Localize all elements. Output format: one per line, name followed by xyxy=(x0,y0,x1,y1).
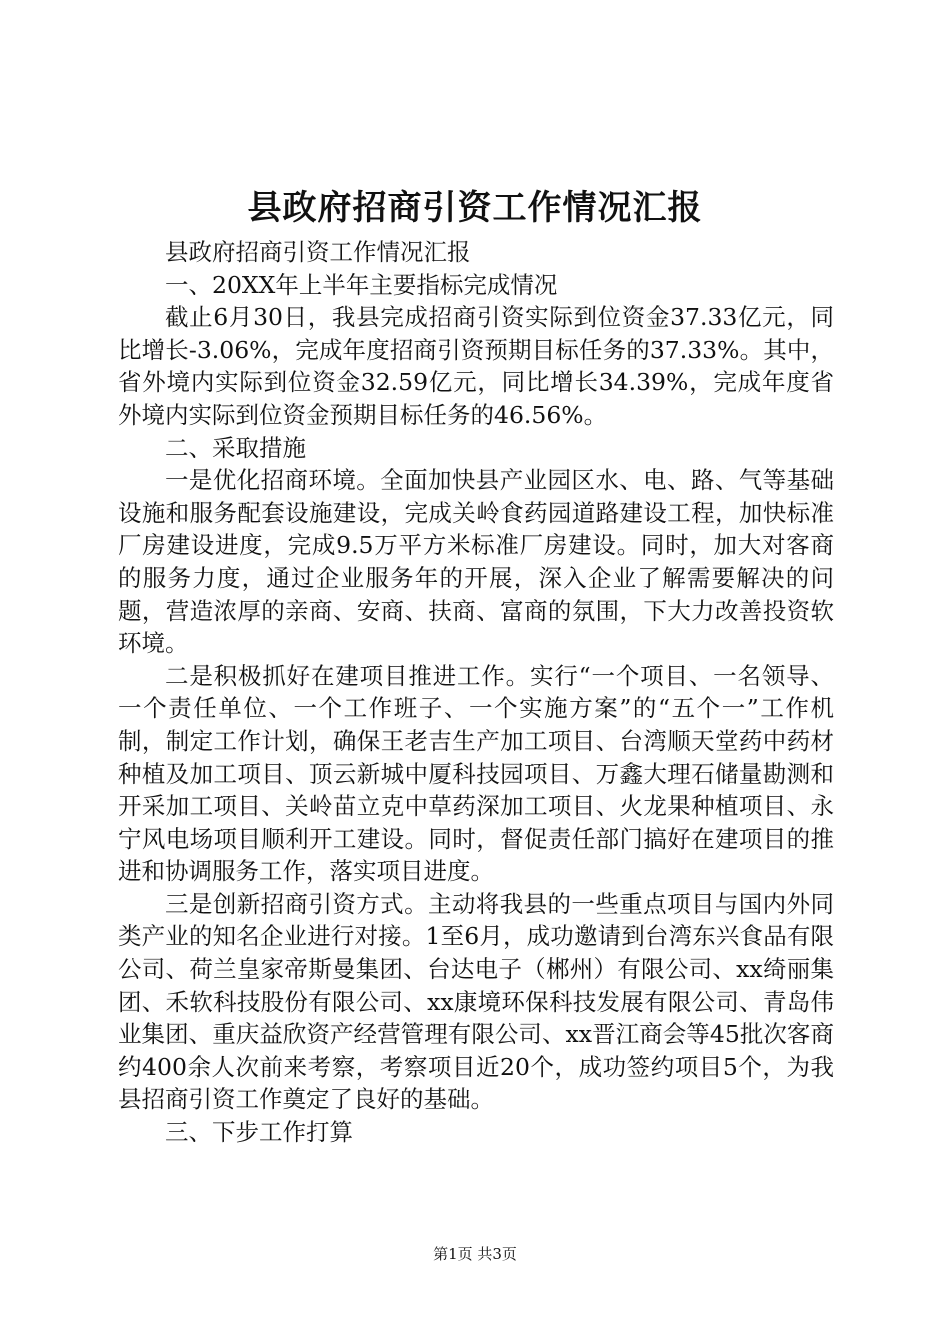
section-heading-2: 二、采取措施 xyxy=(165,433,306,462)
paragraph-heading-repeat: 县政府招商引资工作情况汇报 xyxy=(165,238,471,266)
page-number-footer: 第1页 共3页 xyxy=(433,1245,517,1263)
section-heading-3: 三、下步工作打算 xyxy=(165,1118,353,1147)
paragraph-measure-3: 三是创新招商引资方式。主动将我县的一些重点项目与国内外同类产业的知名企业进行对接。1至6月，成功邀请到台湾东兴食品有限公司、荷兰皇家帝斯曼集团、台达电子（郴州）有限公司、xx绮丽集团、禾软科技股份有限公司、xx康境环保科技发展有限公司、青岛伟业集团、重庆益欣资产经营管理有限公司、xx晋江商会等45批次客商约400余人次前来考察，考察项目近20个，成功签约项目5个，为我县招商引资工作奠定了良好的基础。 xyxy=(118,889,834,1114)
paragraph-measure-1: 一是优化招商环境。全面加快县产业园区水、电、路、气等基础设施和服务配套设施建设，完成关岭食药园道路建设工程，加快标准厂房建设进度，完成9.5万平方米标准厂房建设。同时，加大对客商的服务力度，通过企业服务年的开展，深入企业了解需要解决的问题，营造浓厚的亲商、安商、扶商、富商的氛围，下大力改善投资软环境。 xyxy=(118,466,834,658)
paragraph-measure-2: 二是积极抓好在建项目推进工作。实行“一个项目、一名领导、一个责任单位、一个工作班子、一个实施方案”的“五个一”工作机制，制定工作计划，确保王老吉生产加工项目、台湾顺天堂药中药材种植及加工项目、顶云新城中厦科技园项目、万鑫大理石储量勘测和开采加工项目、关岭苗立克中草药深加工项目、火龙果种植项目、永宁风电场项目顺利开工建设。同时，督促责任部门搞好在建项目的推进和协调服务工作，落实项目进度。 xyxy=(118,661,834,886)
paragraph-indicators: 截止6月30日，我县完成招商引资实际到位资金37.33亿元，同比增长-3.06%，完成年度招商引资预期目标任务的37.33%。其中，省外境内实际到位资金32.59亿元，同比增长34.39%，完成年度省外境内实际到位资金预期目标任务的46.56%。 xyxy=(118,303,834,429)
section-heading-1: 一、20XX年上半年主要指标完成情况 xyxy=(165,270,558,299)
document-body xyxy=(118,236,834,1149)
document-title: 县政府招商引资工作情况汇报 xyxy=(247,188,703,228)
